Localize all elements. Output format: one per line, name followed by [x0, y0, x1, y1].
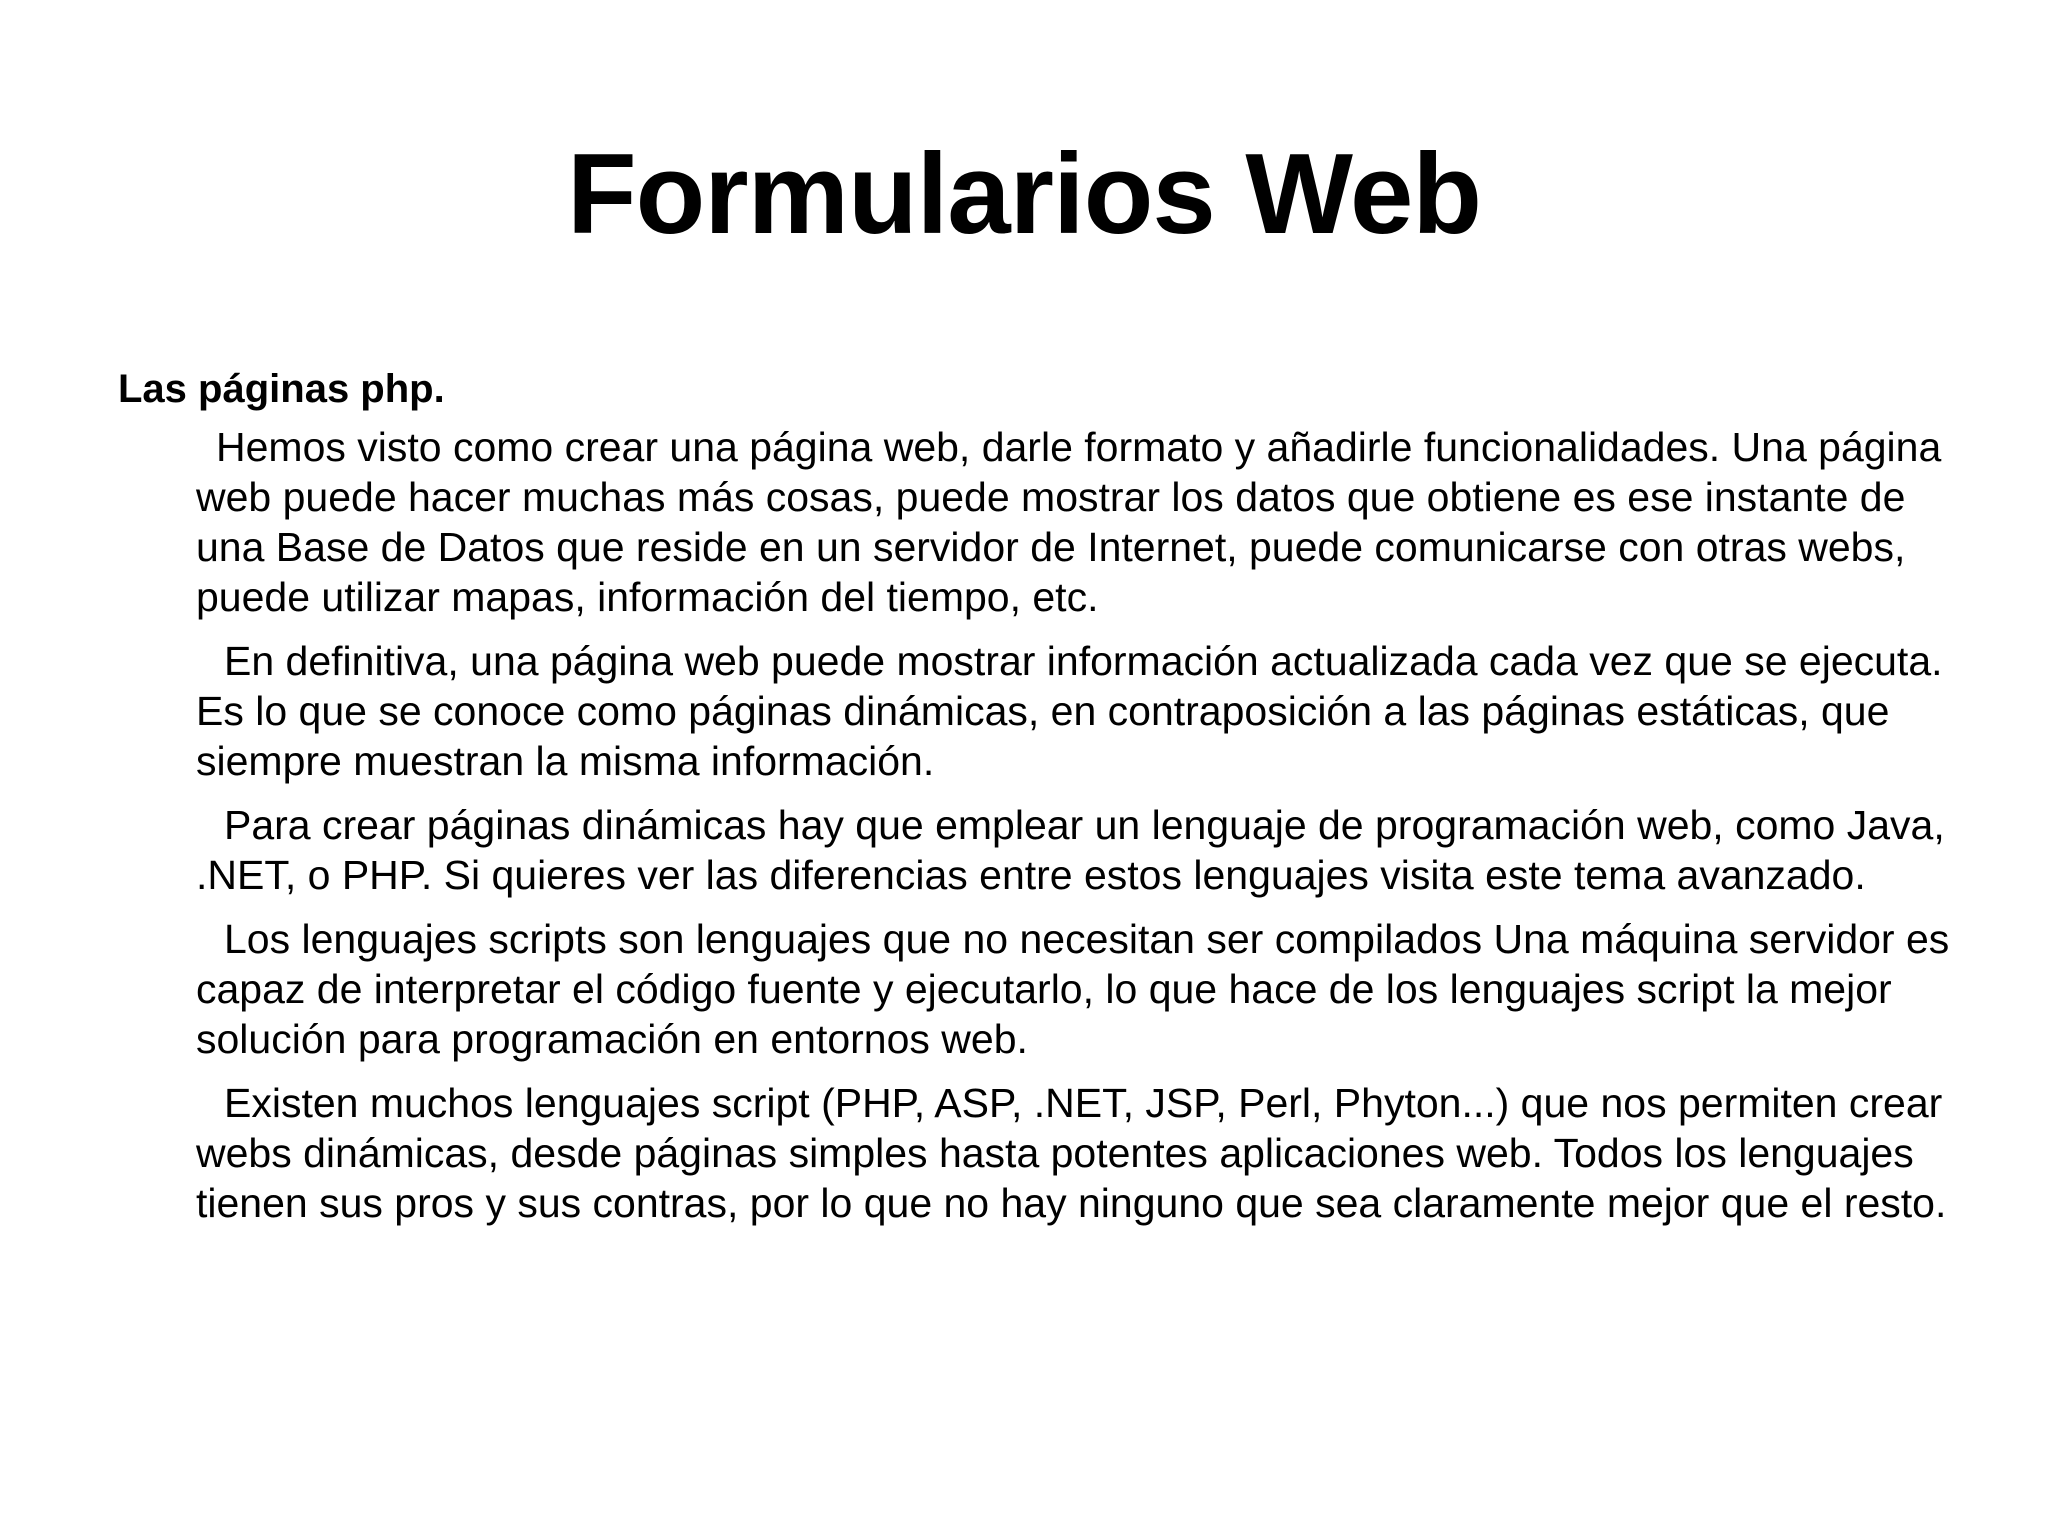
- slide-subtitle: Las páginas php.: [118, 367, 445, 411]
- body-paragraph-3: Para crear páginas dinámicas hay que emplear un lenguaje de programación web, como Java, .NET, o PHP. Si quieres ver las diferencias entre estos lenguajes visita este tema avanzado.: [196, 802, 1945, 898]
- body-paragraph-5: Existen muchos lenguajes script (PHP, ASP, .NET, JSP, Perl, Phyton...) que nos permiten crear webs dinámicas, desde páginas simples hasta potentes aplicaciones web. Todos los lenguajes tienen sus pros y sus contras, por lo que no hay ninguno que sea claramente mejor que el resto.: [196, 1080, 1947, 1226]
- body-paragraph-2: En definitiva, una página web puede mostrar información actualizada cada vez que se ejecuta. Es lo que se conoce como páginas dinámicas, en contraposición a las páginas estáticas, que siempre muestran la misma información.: [196, 638, 1943, 784]
- slide-body: [196, 422, 1956, 1242]
- body-paragraph-1: Hemos visto como crear una página web, darle formato y añadirle funcionalidades. Una página web puede hacer muchas más cosas, puede mostrar los datos que obtiene es ese instante de una Base de Datos que reside en un servidor de Internet, puede comunicarse con otras webs, puede utilizar mapas, información del tiempo, etc.: [196, 424, 1942, 620]
- body-paragraph-4: Los lenguajes scripts son lenguajes que no necesitan ser compilados Una máquina servidor es capaz de interpretar el código fuente y ejecutarlo, lo que hace de los lenguajes script la mejor solución para programación en entornos web.: [196, 916, 1950, 1062]
- slide-title: Formularios Web: [566, 131, 1482, 258]
